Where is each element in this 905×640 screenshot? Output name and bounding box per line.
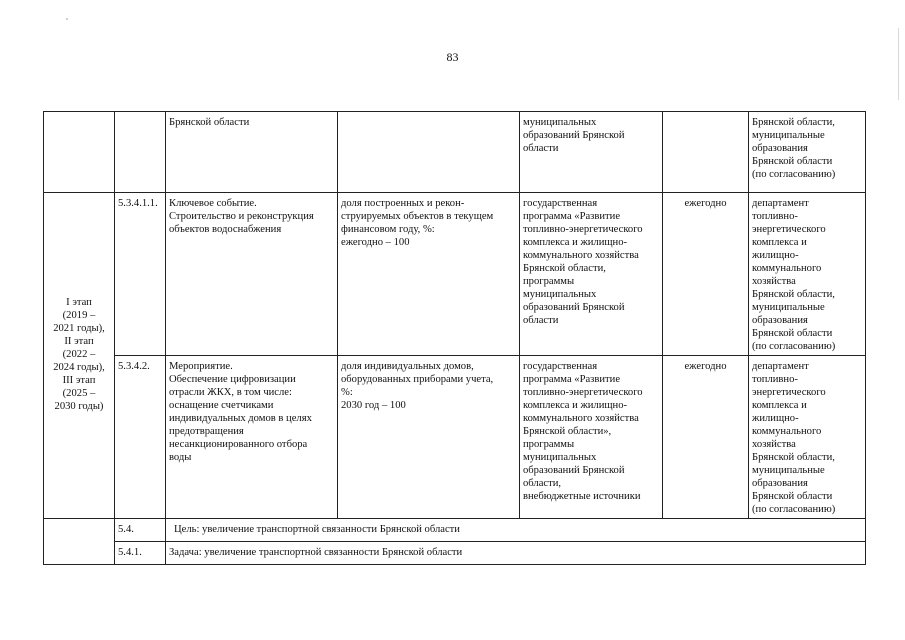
plan-table (43, 111, 866, 565)
table-row-5-3-4-1-1 (44, 193, 866, 356)
number-cell (115, 112, 166, 193)
page-number: 83 (446, 50, 459, 64)
indicator-cell: доля индивидуальных домов, оборудованных приборами учета, %: 2030 год – 100 (338, 356, 520, 519)
name-cell: Ключевое событие. Строительство и реконструкция объектов водоснабжения (166, 193, 338, 356)
stage-cell (44, 112, 115, 193)
number-cell: 5.4. (115, 519, 166, 542)
goal-text-cell: Цель: увеличение транспортной связанности Брянской области (166, 519, 866, 542)
number-cell: 5.3.4.1.1. (115, 193, 166, 356)
number-cell: 5.4.1. (115, 542, 166, 565)
period-cell: ежегодно (663, 356, 749, 519)
task-text-cell: Задача: увеличение транспортной связанности Брянской области (166, 542, 866, 565)
scan-artifact (66, 18, 68, 20)
name-cell: Брянской области (166, 112, 338, 193)
responsible-cell: департамент топливно- энергетического комплекса и жилищно- коммунального хозяйства Брянской области, муниципальные образования Брянской области (по согласованию) (749, 193, 866, 356)
number-cell: 5.3.4.2. (115, 356, 166, 519)
program-cell: государственная программа «Развитие топливно-энергетического комплекса и жилищно- коммунального хозяйства Брянской области, программы муниципальных образований Брянской области (520, 193, 663, 356)
period-cell: ежегодно (663, 193, 749, 356)
indicator-cell: доля построенных и рекон- струируемых объектов в текущем финансовом году, %: ежегодно – 100 (338, 193, 520, 356)
table-row-5-3-4-2 (44, 356, 866, 519)
responsible-cell: Брянской области, муниципальные образования Брянской области (по согласованию) (749, 112, 866, 193)
stage-cell: I этап (2019 – 2021 годы), II этап (2022 – 2024 годы), III этап (2025 – 2030 годы) (44, 193, 115, 519)
program-cell: государственная программа «Развитие топливно-энергетического комплекса и жилищно- коммунального хозяйства Брянской области», программы муниципальных образований Брянской области, внебюджетные источники (520, 356, 663, 519)
stage-cell (44, 519, 115, 565)
table-row-task-5-4-1 (44, 542, 866, 565)
table-row-continuation (44, 112, 866, 193)
program-cell: муниципальных образований Брянской области (520, 112, 663, 193)
name-cell: Мероприятие. Обеспечение цифровизации отрасли ЖКХ, в том числе: оснащение счетчиками индивидуальных домов в целях предотвращения несанкционированного отбора воды (166, 356, 338, 519)
table-row-goal-5-4 (44, 519, 866, 542)
responsible-cell: департамент топливно- энергетического комплекса и жилищно- коммунального хозяйства Брянской области, муниципальные образования Брянской области (по согласованию) (749, 356, 866, 519)
period-cell (663, 112, 749, 193)
indicator-cell (338, 112, 520, 193)
